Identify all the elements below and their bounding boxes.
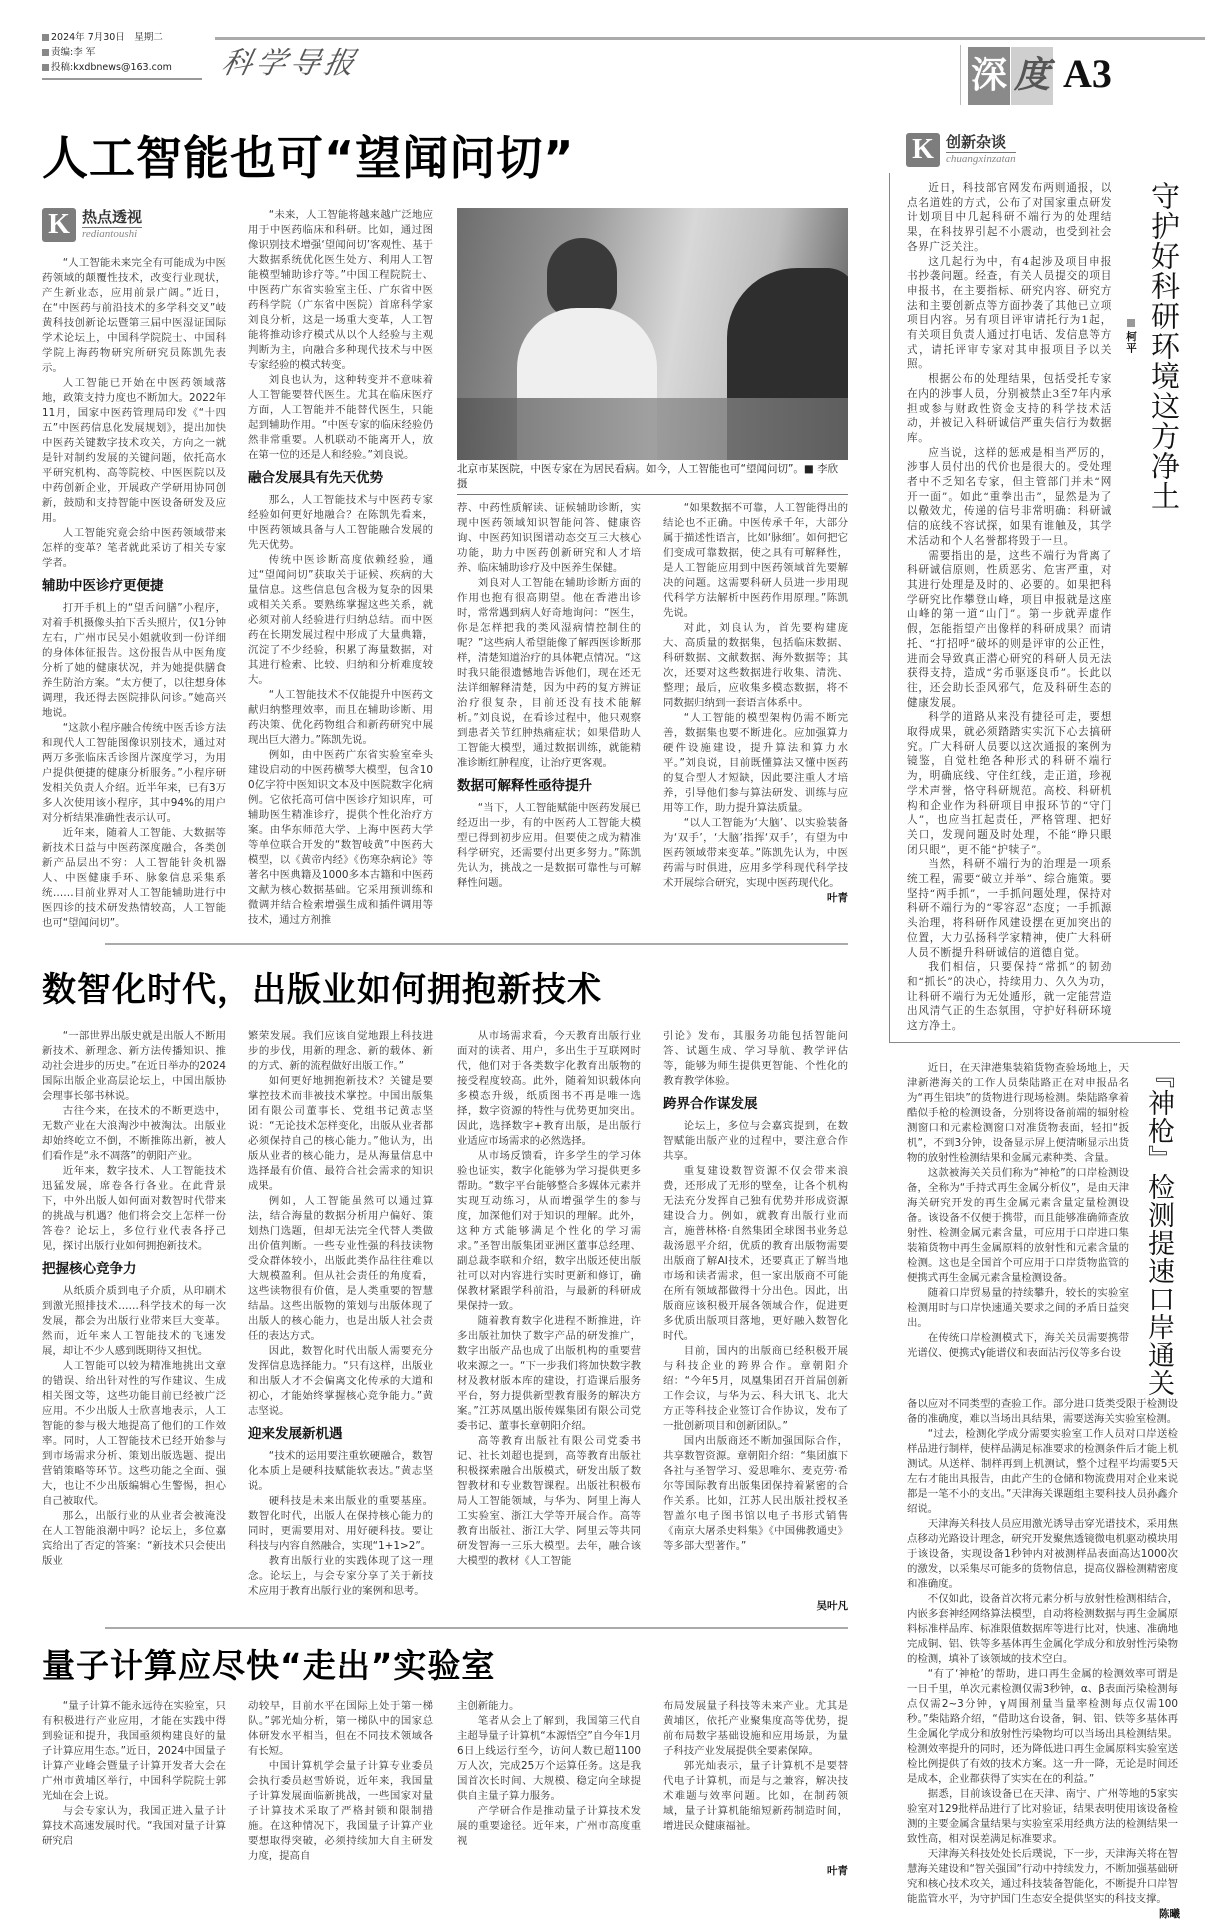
paragraph: 布局发展量子科技等未来产业。尤其是黄埔区，依托产业聚集度高等优势，提前布局数字基础设施和应用场景，为量子科技产业发展提供全要素保障。	[663, 1700, 848, 1757]
paragraph: 教育出版行业的实践体现了这一理念。论坛上，与会专家分享了关于新技术应用于教育出版行业的案例和思考。	[248, 1555, 433, 1597]
paragraph: 随着口岸贸易量的持续攀升，较长的实验室检测用时与口岸快速通关要求之间的矛盾日益突出。	[907, 1286, 1129, 1329]
page-number: A3	[1063, 51, 1112, 96]
article3-author: 叶青	[827, 1865, 848, 1877]
article1-column-1	[42, 256, 226, 931]
paragraph: 人工智能已开始在中医药领域落地，政策支持力度也不断加大。2022年11月，国家中医药管理局印发《“十四五”中医药信息化发展规划》，提出加快中医药关键数字技术攻关，方向之一就是针对制约发展的关键问题，依托高水平研究机构、高等院校、中医医院以及中药创新企业，开展政产学研用协同创新，鼓励和支持智能中医设备研发及应用。	[42, 377, 226, 524]
paragraph: 笔者从会上了解到，我国第三代自主超导量子计算机“本源悟空”自今年1月6日上线运行至今，访问人数已超1100万人次，完成25万个运算任务。这是我国首次长时间、大规模、稳定向全球提供自主量子算力服务。	[457, 1715, 641, 1802]
paragraph: “一部世界出版史就是出版人不断用新技术、新理念、新方法传播知识、推动社会进步的历史。”在近日举办的2024国际出版企业高层论坛上，中国出版协会理事长邬书林说。	[42, 1030, 226, 1102]
article3-column-4	[663, 1699, 848, 1834]
sidebar1-author: 柯平	[1125, 331, 1137, 354]
paragraph: 从纸质介质到电子介质，从印刷术到激光照排技术……科学技术的每一次发展，都会为出版行业带来巨大变革。然而，近年来人工智能技术的飞速发展，却让不少人感到既期待又担忧。	[42, 1285, 226, 1357]
paragraph: “如果数据不可靠，人工智能得出的结论也不正确。中医传承千年，大部分属于描述性语言，比如‘脉细’。如何把它们变成可靠数据，使之具有可解释性，是人工智能应用到中医药领域首先要解决的问题。这需要科研人员进一步用现代科学方法解析中医药作用原理。”陈凯先说。	[663, 502, 848, 619]
paragraph: 对此，刘良认为，首先要构建庞大、高质量的数据集，包括临床数据、科研数据、文献数据、海外数据等；其次，还要对这些数据进行收集、清洗、整理；最后，应收集多模态数据，将不同数据归纳到一套语言体系中。	[663, 622, 848, 709]
paragraph: 硬科技是未来出版业的重要基座。数智化时代，出版人在保持核心能力的同时，更需要用对、用好硬科技。要让科技与内容自然融合，实现“1+1>2”。	[248, 1495, 433, 1552]
paragraph: 我们相信，只要保持“常抓”的韧劲和“抓长”的决心，持续用力、久久为功，让科研不端行为无处遁形，就一定能营造出风清气正的生态氛围，守护好科研环境这方净土。	[907, 961, 1112, 1033]
article1-column-1-wrap	[42, 208, 226, 931]
issue-date: 2024年 7月30日 星期二	[42, 30, 202, 45]
paragraph: 随着教育数字化进程不断推进，许多出版社加快了数字产品的研发推广，数字出版产品也成了出版机构的重要营收来源之一。“下一步我们将加快数字教材及教材版本库的建设，打造课后服务平台，努力提供新型教育服务的解决方案。”江苏凤凰出版传媒集团有限公司党委书记、董事长章朝阳介绍。	[457, 1315, 641, 1432]
paragraph: 产学研合作是推动量子计算技术发展的重要途径。近年来，广州市高度重视	[457, 1805, 641, 1847]
column-k-icon: K	[906, 133, 940, 167]
paragraph: 传统中医诊断高度依赖经验，通过“望闻问切”获取关于证候、疾病的大量信息。这些信息包含极为复杂的因果或相关关系。要熟练掌握这些关系，就必须对前人经验进行归纳总结。而中医药在长期发展过程中形成了大量典籍，沉淀了不少经验，积累了海量数据，对其进行检索、比较、归纳和分析难度较大。	[248, 554, 433, 686]
column-label-block	[82, 208, 142, 241]
paragraph: 引论》发布，其服务功能包括智能问答、试题生成、学习导航、教学评估等，能够为师生提供更智能、个性化的教育教学体验。	[663, 1030, 848, 1087]
paragraph: 不仅如此，设备首次将元素分析与放射性检测相结合，内嵌多套神经网络算法模型，自动将检测数据与再生金属原料标准样品库、标准限值数据库等进行比对，快速、准确地完成铜、铝、铁等多基体再生金属化学成分和放射性污染物的检测，填补了该领域的技术空白。	[907, 1592, 1178, 1665]
editor: 责编:李 军	[42, 45, 202, 60]
paragraph: 根据公布的处理结果，包括受托专家在内的涉事人员，分别被禁止3至7年内承担或参与财政性资金支持的科学技术活动，并被记入科研诚信严重失信行为数据库。	[907, 373, 1112, 444]
paragraph: 高等教育出版社有限公司党委书记、社长刘超也提到，高等教育出版社积极探索融合出版模式，研发出版了数智教材和专业数智课程。出版社积极布局人工智能领域，与华为、阿里上海人工实验室、浙江大学等开展合作。高等教育出版社、浙江大学、阿里云等共同研发智海一三乐大模型。去年，融合该大模型的教材《人工智能	[457, 1435, 641, 1567]
paragraph: 近日，科技部官网发布两则通报，以点名道姓的方式，公布了对国家重点研发计划项目中几起科研不端行为的处理结果，在科技界引起不小震动，也受到社会各界广泛关注。	[907, 182, 1112, 253]
article2-column-4	[663, 1029, 848, 1554]
column-label-pinyin: rediantoushi	[82, 228, 138, 240]
paragraph: 目前，国内的出版商已经积极开展与科技企业的跨界合作。章朝阳介绍：“今年5月，凤凰集团召开首届创新工作会议，与华为云、科大讯飞、北大方正等科技企业签订合作协议，发布了一批创新项目和创新团队。”	[663, 1345, 848, 1432]
sidebar2-author: 陈曦	[1159, 1907, 1180, 1920]
paragraph: “过去，检测化学成分需要实验室工作人员对口岸送检样品进行制样，使样品满足标准要求的检测条件后才能上机测试。从送样、制样再到上机测试，整个过程平均需要5天左右才能出具报告，由此产生的仓储和物流费用对企业来说都是一笔不小的支出。”天津海关课题组主要科技人员孙鑫介绍说。	[907, 1427, 1178, 1515]
article3-column-3	[457, 1699, 641, 1849]
column-k-icon: K	[42, 208, 76, 242]
paragraph: 与会专家认为，我国正进入量子计算技术高速发展时代。“我国对量子计算研究启	[42, 1805, 226, 1847]
sidebar1-column-label	[906, 133, 1180, 167]
paragraph: 如何更好地拥抱新技术？关键是要掌控技术而非被技术掌控。中国出版集团有限公司董事长、党组书记黄志坚说：“无论技术怎样变化，出版从业者都必须保持自己的核心能力。”他认为，出版从业者的核心能力，是从海量信息中选择最有价值、最符合社会需求的知识成果。	[248, 1075, 433, 1192]
section-name-char-1: 深	[968, 47, 1010, 105]
paragraph: 这款被海关关员们称为“神枪”的口岸检测设备，全称为“手持式再生金属分析仪”，是由天津海关研究开发的再生金属元素含量定量检测设备。该设备不仅便于携带，而且能够准确筛查放射性、检测金属元素含量，可应用于口岸进口集装箱货物中再生金属原料的放射性和元素含量的检测。这也是全国首个可应用于口岸货物监管的便携式再生金属元素含量检测设备。	[907, 1166, 1129, 1284]
article2-author: 吴叶凡	[816, 1600, 848, 1612]
paragraph: 荐、中药性质解读、证候辅助诊断，实现中医药领域知识智能问答、健康咨询、中医药知识图谱动态交互三大核心功能，助力中医药创新研究和人才培养、临床辅助诊疗及中医养生保健。	[457, 502, 641, 574]
column-label-text: 热点透视	[82, 208, 143, 226]
sidebar2-top	[889, 1061, 1180, 1397]
article1-headline: 人工智能也可“望闻问切”	[42, 131, 575, 185]
article1-column-label	[42, 208, 226, 242]
paragraph: 刘良也认为，这种转变并不意味着人工智能要替代医生。尤其在临床医疗方面，人工智能并不能替代医生，只能起到辅助作用。“中医专家的临床经验仍然非常重要。人机联动不能离开人，放在第一位的还是人和经验。”刘良说。	[248, 374, 433, 461]
paragraph: 主创新能力。	[457, 1700, 520, 1712]
main-articles	[42, 122, 848, 1878]
paragraph: 当然，科研不端行为的治理是一项系统工程，需要“破立并举”、综合施策。要坚持“两手抓”，一手抓问题处理，保持对科研不端行为的“零容忍”态度；一手抓源头治理，将科研作风建设摆在更加突出的位置，大力弘扬科学家精神，使广大科研人员不断提升科研诚信的道德自觉。	[907, 858, 1112, 959]
paragraph: 从市场反馈看，许多学生的学习体验也证实，数字化能够为学习提供更多帮助。“数字平台能够整合多媒体元素并实现互动练习，从而增强学生的参与度，加深他们对于知识的理解。此外，这种方式能够满足个性化的学习需求。”圣智出版集团亚洲区董事总经理、副总裁李联和介绍，数字出版还使出版社可以对内容进行实时更新和修订，确保教材紧跟学科前沿，与最新的科研成果保持一致。	[457, 1150, 641, 1312]
article1-author: 叶青	[827, 892, 848, 904]
article1-column-4	[663, 501, 848, 891]
paragraph: 这几起行为中，有4起涉及项目申报书抄袭问题。经查，有关人员提交的项目申报书，在主要指标、研究内容、研究方法和主要创新点等方面抄袭了其他已立项项目内容。另有项目评审请托行为1起，有关项目负责人通过打电话、发信息等方式，请托评审专家对其申报项目予以关照。	[907, 255, 1112, 371]
paragraph: 中国计算机学会量子计算专业委员会执行委员赵雪娇说，近年来，我国量子计算发展面临新挑战，一些国家对量子计算技术采取了严格封锁和限制措施。在这种情况下，我国量子计算产业要想取得突破，必须持续加大自主研发力度，提高自	[248, 1760, 433, 1862]
paragraph: “有了‘神枪’的帮助，进口再生金属的检测效率可谓是一日千里，单次元素检测仅需3秒钟，α、β表面污染检测每点仅需2~3分钟，γ周围剂量当量率检测每点仅需100秒。”柴陆路介绍，“借助这台设备，铜、铝、铁等多基体再生金属化学成分和放射性污染物均可以当场出具检测结果。检测效率提升的同时，还为降低进口再生金属原料实验室送检比例提供了有效的技术方案。这一升一降，无论是时间还是成本，企业都获得了实实在在的利益。”	[907, 1667, 1178, 1785]
paragraph: 人工智能可以较为精准地挑出文章的错误、给出针对性的写作建议、生成相关图文等，这些功能目前已经被广泛应用。不少出版人士欣喜地表示，人工智能的参与极大地提高了他们的工作效率。同时，人工智能技术已经开始参与到市场需求分析、策划出版选题、提出营销策略等环节。这些功能之全面、强大，也让不少出版编辑心生警惕，担心自己被取代。	[42, 1360, 226, 1507]
paragraph: 繁荣发展。我们应该自觉地跟上科技进步的步伐，用新的理念、新的载体、新的方式、新的流程做好出版工作。”	[248, 1030, 433, 1072]
column-label-pinyin: chuangxinzatan	[946, 153, 1016, 165]
article2-top-divider	[105, 943, 848, 945]
paragraph: 例如，由中医药广东省实验室牵头建设启动的中医药横琴大模型，包含100亿字符中医知识文本及中医院数字化病例。它依托高可信中医诊疗知识库，可辅助医生精准诊疗，提供个性化治疗方案。由华东师范大学、上海中医药大学等单位联合开发的“数智岐黄”中医药大模型，以《黄帝内经》《伤寒杂病论》等著名中医典籍及1000多本古籍和中医药文献为核心数据基础。它采用预训练和微调并结合检索增强生成和插件调用等技术，通过方剂推	[248, 749, 433, 926]
paragraph: 据悉，目前该设备已在天津、南宁、广州等地的5家实验室对129批样品进行了比对验证，结果表明使用该设备检测的主要金属含量结果与实验室采用经典方法的检测结果一致性高，相对误差满足标准要求。	[907, 1787, 1178, 1845]
paragraph: 近日，在天津港集装箱货物查验场地上，天津新港海关的工作人员柴陆路正在对申报品名为“再生铝块”的货物进行现场检测。柴陆路拿着酷似手枪的检测设备，分别将设备前端的辐射检测窗口和元素检测窗口对准货物表面，轻扣“扳机”，不到3分钟，设备显示屏上便清晰显示出货物的放射性检测结果和金属元素种类、含量。	[907, 1061, 1129, 1164]
article3-top-divider	[105, 1627, 848, 1629]
paragraph: “这款小程序融合传统中医舌诊方法和现代人工智能图像识别技术，通过对两万多张临床舌诊图片深度学习，为用户提供便捷的健康分析服务。”小程序研发相关负责人介绍。近半年来，已有3万多人次使用该小程序，其中94%的用户对分析结果准确性表示认可。	[42, 722, 226, 824]
paragraph: 郭光灿表示，量子计算机不是要替代电子计算机，而是与之兼容，解决技术难题与效率问题。比如，在制药领域，量子计算机能缩短新药制造时间，增进民众健康福祉。	[663, 1760, 848, 1832]
paragraph: 人工智能究竟会给中医药领域带来怎样的变革？笔者就此采访了相关专家学者。	[42, 527, 226, 569]
section-subheading: 数据可解释性亟待提升	[457, 778, 592, 794]
section-name-char-2: 度	[1011, 47, 1053, 105]
article1-column-3	[457, 501, 641, 891]
paragraph: 打开手机上的“望舌问膳”小程序，对着手机摄像头拍下舌头照片，仅1分钟左右，广州市民吴小姐就收到一份详细的身体体征报告。这份报告从中医角度分析了她的健康状况，并为她提供膳食养生防治方案。“太方便了，以往想身体调理，我还得去医院排队问诊。”她高兴地说。	[42, 602, 226, 719]
masthead-info	[42, 30, 202, 80]
section-subheading: 跨界合作谋发展	[663, 1096, 758, 1112]
paragraph: “人工智能技术不仅能提升中医药文献归纳整理效率，而且在辅助诊断、用药决策、优化药物组合和新药研究中展现出巨大潜力。”陈凯先说。	[248, 689, 433, 746]
paragraph: 因此，数智化时代出版人需要充分发挥信息选择能力。“只有这样，出版业和出版人才不会偏离文化传承的大道和初心，才能始终掌握核心竞争能力。”黄志坚说。	[248, 1345, 433, 1417]
paragraph: 应当说，这样的惩戒是相当严厉的，涉事人员付出的代价也是很大的。受处理者中不乏知名专家，但主管部门并未“网开一面”。如此“重拳出击”，显然是为了以儆效尤，传递的信号非常明确：科研诚信的底线不容试探，如果有谁触及，其学术活动和个人名誉都将毁于一旦。	[907, 446, 1112, 547]
section-subheading: 迎来发展新机遇	[248, 1426, 343, 1442]
author-marker	[1127, 319, 1135, 327]
photo-caption: 北京市某医院，中医专家在为居民看病。如今，人工智能也可“望闻问切”。■ 李欣摄	[457, 460, 848, 495]
paragraph: “当下，人工智能赋能中医药发展已经迈出一步，有的中医药人工智能大模型已得到初步应用。但要使之成为精准科学研究，还需要付出更多努力。”陈凯先认为，挑战之一是数据可靠性与可解释性问题。	[457, 802, 641, 889]
article2-column-3	[457, 1029, 641, 1569]
page-body	[42, 122, 1180, 1921]
paragraph: 科学的道路从来没有捷径可走，要想取得成果，就必须踏踏实实沉下心去搞研究。广大科研人员要以这次通报的案例为镜鉴，自觉杜绝各种形式的科研不端行为，明确底线、守住红线，走正道，珍视学术声誉，恪守科研规范。高校、科研机构和企业作为科研项目申报环节的“守门人”，也应当扛起责任，严格管理、把好关口，发现问题及时处理，不能“睁只眼闭只眼”，更不能“护犊子”。	[907, 711, 1112, 856]
column-label-text: 创新杂谈	[946, 133, 1016, 153]
sidebars	[889, 122, 1180, 1921]
article3-body	[42, 1699, 848, 1864]
section-subheading: 融合发展具有先天优势	[248, 470, 383, 486]
paragraph: 天津海关科技处处长后璞说，下一步，天津海关将在智慧海关建设和“智关强国”行动中持续发力，不断加强基础研究和核心技术攻关，通过科技装备智能化，不断提升口岸智能监管水平，为守护国门生态安全提供坚实的科技支撑。	[907, 1847, 1178, 1905]
paragraph: 在传统口岸检测模式下，海关关员需要携带光谱仪、便携式γ能谱仪和表面沾污仪等多台设	[907, 1331, 1129, 1359]
article2-headline: 数智化时代，出版业如何拥抱新技术	[42, 970, 602, 1010]
article3-column-2	[248, 1699, 433, 1864]
paragraph: 例如，人工智能虽然可以通过算法，结合海量的数据分析用户偏好、策划热门选题，但却无法完全代替人类做出价值判断。一些专业性强的科技读物受众群体较小，出版此类作品往往难以大规模盈利。但从社会责任的角度看，这些读物很有价值，是人类重要的智慧结晶。这些出版物的策划与出版体现了出版人的核心能力，也是出版人社会责任的表达方式。	[248, 1195, 433, 1342]
sidebar1-author-block	[1120, 181, 1142, 354]
paragraph: 刘良对人工智能在辅助诊断方面的作用也抱有很高期望。他在香港出诊时，常常遇到病人好奇地询问：“医生，你是怎样把我的类风湿病情控制住的呢？”这些病人希望能像了解西医诊断那样，清楚知道治疗的具体靶点情况。“这时我只能很遗憾地告诉他们，现在还无法详细解释清楚，因为中药的复方辨证治疗很复杂，目前还没有技术能解析。”刘良说，在看诊过程中，他只观察到患者关节红肿热痛症状；如果借助人工智能大模型，通过数据训练，就能精准诊断红肿程度，让治疗更客观。	[457, 577, 641, 769]
column-label-block	[946, 133, 1016, 166]
article2-column-1	[42, 1029, 226, 1569]
paragraph: “人工智能的模型架构仍需不断完善，数据集也要不断进化。应加强算力硬件设施建设，提升算法和算力水平。”刘良说，目前既懂算法又懂中医药的复合型人才短缺，因此要注重人才培养，引导他们参与算法研发、训练与应用等工作，助力提升算法质量。	[663, 712, 848, 814]
sidebar2-title: 『神枪』检测提速口岸通关	[1143, 1060, 1174, 1397]
article2-column-2	[248, 1029, 433, 1599]
article1-photo	[457, 208, 848, 460]
contribute-email: 投稿:kxdbnews@163.com	[42, 60, 202, 75]
sidebar1-box	[889, 173, 1180, 1043]
paragraph: “量子计算不能永远待在实验室，只有积极进行产业应用，才能在实践中得到验证和提升，我国亟须构建良好的量子计算应用生态。”近日，2024中国量子计算产业峰会暨量子计算开发者大会在广州市黄埔区举行，中国科学院院士郭光灿在会上说。	[42, 1700, 226, 1802]
paragraph: 近年来，数字技术、人工智能技术迅猛发展，席卷各行各业。在此背景下，中外出版人如何面对数智时代带来的挑战与机遇？他们将会交上怎样一份答卷？论坛上，多位行业代表各抒己见，探讨出版行业如何拥抱新技术。	[42, 1165, 226, 1252]
paragraph: 备以应对不同类型的查验工作。部分进口货类受限于检测设备的准确度，难以当场出具结果，需要送海关实验室检测。	[907, 1397, 1178, 1425]
paragraph: “以人工智能为‘大脑’、以实验装备为‘双手’，‘大脑’指挥‘双手’，有望为中医药领域带来变革。”陈凯先认为，中医药需与时俱进，应用多学科现代科学技术开展综合研究，实现中医药现代化。	[663, 817, 848, 889]
sidebar1-title: 守护好科研环境这方净土	[1147, 181, 1181, 511]
sidebar2-body-top	[907, 1061, 1129, 1361]
article2-body	[42, 1029, 848, 1599]
paragraph: 需要指出的是，这些不端行为背离了科研诚信原则，性质恶劣、危害严重，对其进行处理是及时的、必要的。如果把科学研究比作攀登山峰，项目申报就是这座山峰的第一道“山门”。第一步就弄虚作假，怎能指望产出像样的科研成果？而请托、“打招呼”破坏的则是评审的公正性，进而会导致真正潜心研究的科研人员无法获得支持，造成“劣币驱逐良币”。长此以往，还会助长歪风邪气，危及科研生态的健康发展。	[907, 549, 1112, 709]
article3-column-1	[42, 1699, 226, 1849]
paragraph: 国内出版商还不断加强国际合作，共享数智资源。章朝阳介绍：“集团旗下各社与圣智学习、爱思唯尔、麦克劳·希尔等国际教育出版集团保持着紧密的合作关系。比如，江苏人民出版社授权圣智盖尔电子图书馆以电子书形式销售《南京大屠杀史料集》《中国佛教通史》等多部大型著作。”	[663, 1435, 848, 1552]
article1-right-block	[457, 208, 848, 905]
article1-column-2	[248, 208, 433, 928]
sidebar2-body-bottom	[907, 1397, 1178, 1907]
article1-lower-columns	[457, 501, 848, 891]
section-subheading: 辅助中医诊疗更便捷	[42, 578, 164, 594]
newspaper-logo: 科学导报	[218, 46, 362, 81]
paragraph: “人工智能未来完全有可能成为中医药领域的颠覆性技术，改变行业现状，产生新业态，应用前景广阔。”近日，在“中医药与前沿技术的多学科交叉”岐黄科技创新论坛暨第三届中医湿证国际学术论坛上，中国科学院院士、中国科学院上海药物研究所研究员陈凯先表示。	[42, 257, 226, 374]
paragraph: 重复建设数智资源不仅会带来浪费，还形成了无形的壁垒，让各个机构无法充分发挥自己独有优势并形成资源建设合力。例如，就教育出版行业而言，施普林格·自然集团全球图书业务总裁汤恩平介绍，优质的教育出版物需要出版商了解AI技术，还要真正了解当地市场和读者需求，但一家出版商不可能在所有领域都做得十分出色。因此，出版商应该积极开展各领域合作，促进更多优质出版项目落地，更好融入数智化时代。	[663, 1165, 848, 1342]
paragraph: 古往今来，在技术的不断更迭中，无数产业在大浪淘沙中被淘汰。出版业却始终屹立不倒，不断推陈出新，被人们看作是“永不凋落”的朝阳产业。	[42, 1105, 226, 1162]
paragraph: “技术的运用要注重软硬融合，数智化本质上是硬科技赋能软表达。”黄志坚说。	[248, 1450, 433, 1492]
top-divider	[215, 37, 1205, 40]
paragraph: 近年来，随着人工智能、大数据等新技术日益与中医药深度融合，各类创新产品层出不穷：人工智能针灸机器人、中医健康手环、脉象信息采集系统……目前业界对人工智能辅助进行中医四诊的技术研发热情较高，人工智能也可“望闻问切”。	[42, 827, 226, 929]
section-subheading: 把握核心竞争力	[42, 1261, 137, 1277]
paragraph: 那么，出版行业的从业者会被淹没在人工智能浪潮中吗？论坛上，多位嘉宾给出了否定的答案：“新技术只会使出版业	[42, 1510, 226, 1567]
article1-body	[42, 208, 848, 931]
paragraph: 那么，人工智能技术与中医药专家经验如何更好地融合？在陈凯先看来，中医药领域具备与人工智能融合发展的先天优势。	[248, 494, 433, 551]
sidebar1-body	[907, 181, 1112, 1034]
section-divider	[960, 45, 961, 105]
article3-headline: 量子计算应尽快“走出”实验室	[42, 1646, 496, 1685]
paragraph: “未来，人工智能将越来越广泛地应用于中医药临床和科研。比如，通过图像识别技术增强‘望闻问切’客观性、基于大数据系统优化医生处方、利用人工智能模型辅助诊疗等。”中国工程院院士、中医药广东省实验室主任、广东省中医药科学院（广东省中医院）首席科学家刘良分析，这是一场重大变革，人工智能将推动诊疗模式从以个人经验与主观判断为主，向融合多种现代技术与中医专家经验的模式转变。	[248, 209, 433, 371]
paragraph: 从市场需求看，今天教育出版行业面对的读者、用户，多出生于互联网时代，他们对于各类数字化教育出版物的接受程度较高。此外，随着知识载体向多模态升级，纸质图书不再是唯一选择，数字资源的特性与优势更加突出。因此，选择数字+教育出版，是出版行业适应市场需求的必然选择。	[457, 1030, 641, 1147]
paragraph: 天津海关科技人员应用激光诱导击穿光谱技术，采用焦点移动光路设计理念，研究开发聚焦透镜微电机驱动模块用于该设备，实现设备1秒钟内对被测样品表面高达1000次的激发，以采集尽可能多的货物信息，提高仪器检测精密度和准确度。	[907, 1517, 1178, 1590]
paragraph: 论坛上，多位与会嘉宾提到，在数智赋能出版产业的过程中，要注意合作共享。	[663, 1120, 848, 1162]
paragraph: 动较早，目前水平在国际上处于第一梯队。”郭光灿分析，第一梯队中的国家总体研发水平相当，但在不同技术领域各有长短。	[248, 1700, 433, 1757]
